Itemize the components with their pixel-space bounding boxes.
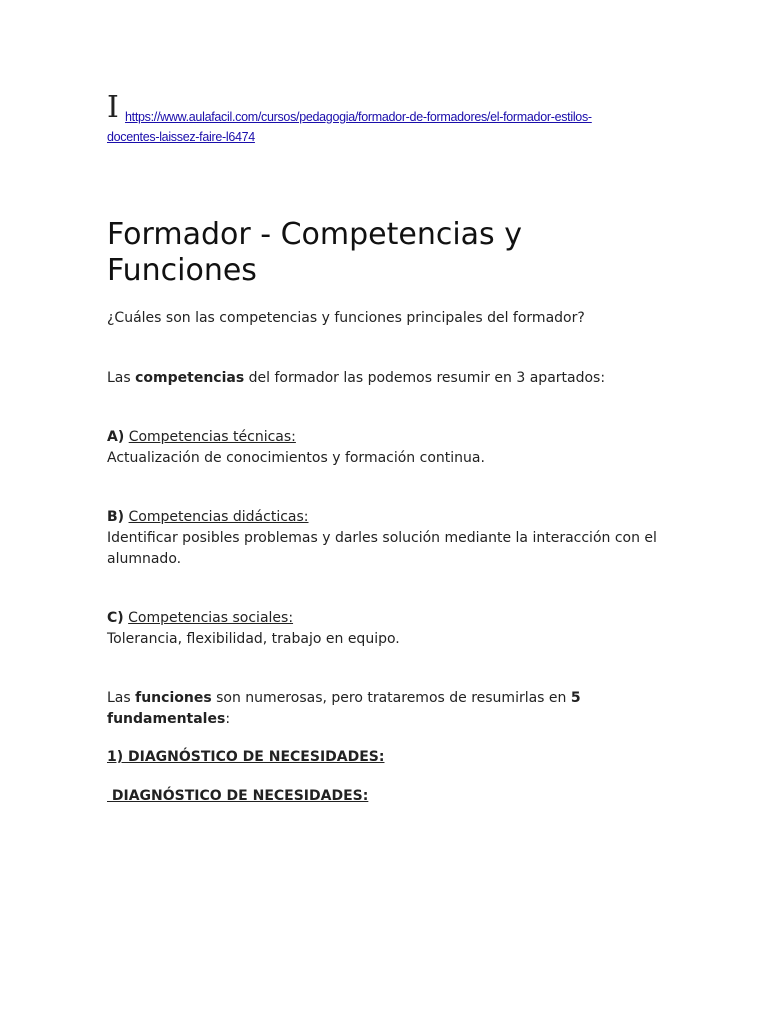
funciones-intro-bold2: 5 fundamentales <box>107 690 581 727</box>
section-c <box>107 608 667 650</box>
section-b-title: Competencias didácticas: <box>128 509 309 525</box>
section-a-title: Competencias técnicas: <box>128 429 296 445</box>
section-b <box>107 507 667 570</box>
section-c-heading <box>107 608 667 629</box>
section-b-body: Identificar posibles problemas y darles solución mediante la interacción con el alumnado. <box>107 530 657 567</box>
section-c-title: Competencias sociales: <box>128 610 294 626</box>
funciones-intro-post: : <box>225 711 231 727</box>
section-a-letter: A) <box>107 429 125 445</box>
funciones-intro <box>107 688 667 730</box>
competencias-intro-post: del formador las podemos resumir en 3 apartados: <box>244 370 606 386</box>
section-c-letter: C) <box>107 610 124 626</box>
section-a-body: Actualización de conocimientos y formación continua. <box>107 450 485 466</box>
section-b-heading <box>107 507 667 528</box>
section-a <box>107 427 667 469</box>
function-heading-1 <box>107 747 667 768</box>
competencias-intro <box>107 368 667 389</box>
page-title: Formador - Competencias y Funciones <box>107 217 522 288</box>
competencias-intro-pre: Las <box>107 370 136 386</box>
intro-question: ¿Cuáles son las competencias y funciones principales del formador? <box>107 310 585 326</box>
section-b-letter: B) <box>107 509 125 525</box>
text-cursor-mark: I <box>107 90 119 125</box>
source-url-link[interactable]: https://www.aulafacil.com/cursos/pedagogia/formador-de-formadores/el-formador-estilos- <box>125 110 592 124</box>
function-heading-1-text: 1) DIAGNÓSTICO DE NECESIDADES: <box>107 749 385 765</box>
competencias-intro-bold: competencias <box>135 370 245 386</box>
funciones-intro-mid: son numerosas, pero trataremos de resumirlas en <box>211 690 571 706</box>
funciones-intro-pre: Las <box>107 690 136 706</box>
function-heading-2-text: DIAGNÓSTICO DE NECESIDADES: <box>107 788 369 804</box>
funciones-intro-bold1: funciones <box>135 690 212 706</box>
section-c-body: Tolerancia, flexibilidad, trabajo en equipo. <box>107 631 400 647</box>
section-a-heading <box>107 427 667 448</box>
source-url-link-continuation[interactable]: docentes-laissez-faire-l6474 <box>107 130 255 144</box>
function-heading-2 <box>107 786 667 807</box>
